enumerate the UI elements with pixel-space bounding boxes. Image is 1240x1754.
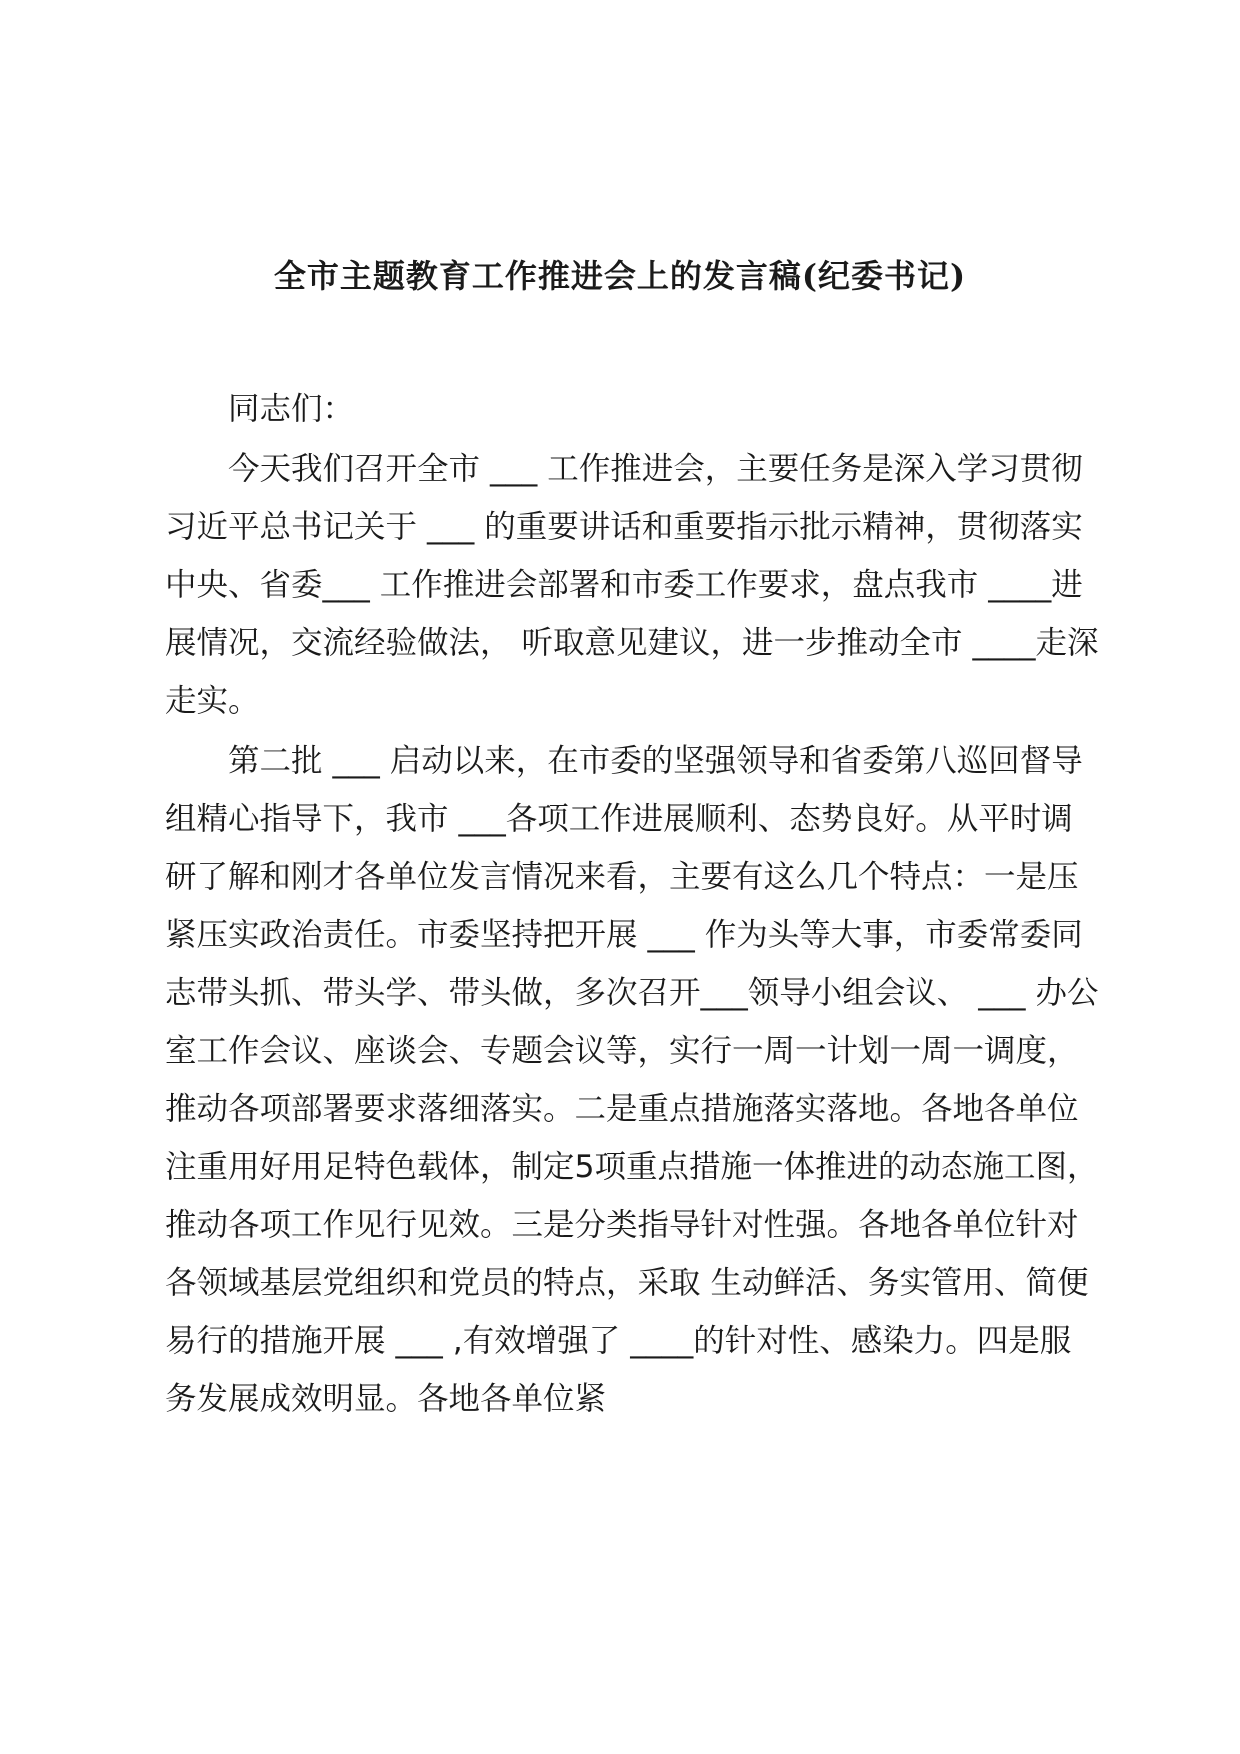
paragraph-1: 今天我们召开全市 ___ 工作推进会，主要任务是深入学习贯彻习近平总书记关于 ___ 的重要讲话和重要指示批示精神，贯彻落实中央、省委___ 工作推进会部署和市委工作要求，盘点我市 ____进展情况，交流经验做法， 听取意见建议，进一步推动全市 ____走深走实。 [165,451,1099,719]
paragraph-2: 第二批 ___ 启动以来，在市委的坚强领导和省委第八巡回督导组精心指导下，我市 ___各项工作进展顺利、态势良好。从平时调研了解和刚才各单位发言情况来看，主要有这么几个特点：一是压紧压实政治责任。市委坚持把开展 ___ 作为头等大事，市委常委同志带头抓、带头学、带头做，多次召开___领导小组会议、 ___ 办公室工作会议、座谈会、专题会议等，实行一周一计划一周一调度，推动各项部署要求落细落实。二是重点措施落实落地。各地各单位注重用好用足特色载体，制定5项重点措施一体推进的动态施工图，推动各项工作见行见效。三是分类指导针对性强。各地各单位针对各领域基层党组织和党员的特点，采取 生动鲜活、务实管用、简便易行的措施开展 ___ ,有效增强了 ____的针对性、感染力。四是服务发展成效明显。各地各单位紧 [165,743,1099,1417]
document-title: 全市主题教育工作推进会上的发言稿(纪委书记) [273,257,967,295]
document-body [165,380,1100,1428]
greeting: 同志们： [228,391,355,427]
